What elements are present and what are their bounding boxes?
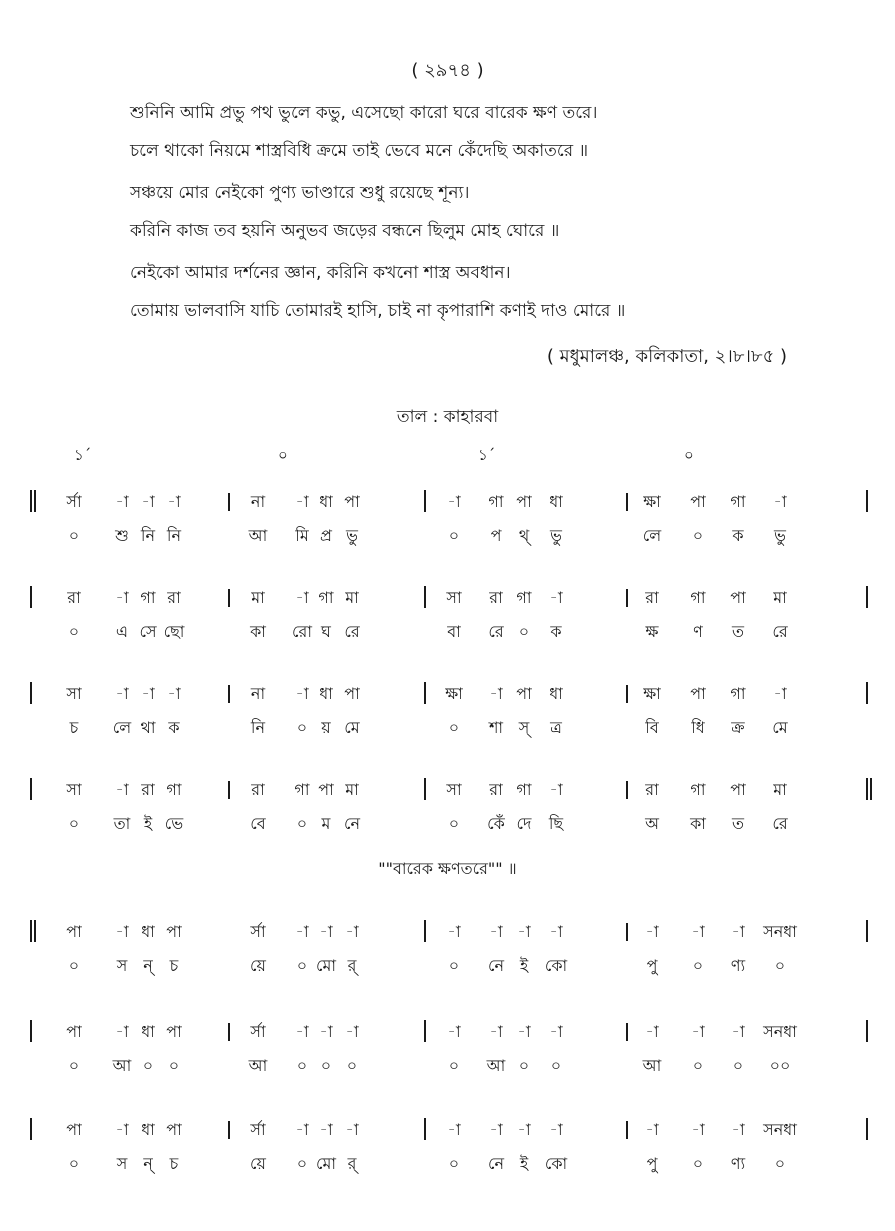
lyric-syllable: ন্ [143, 956, 153, 975]
lyric-syllable: ক [168, 718, 180, 737]
swara-note: না [250, 492, 266, 511]
lyric-syllable: মে [772, 718, 788, 737]
swara-note: পা [344, 492, 360, 511]
swara-note: পা [66, 922, 82, 941]
lyric-syllable: ই [519, 956, 529, 975]
lyric-row [0, 1150, 895, 1178]
beat-divider [626, 493, 628, 511]
swara-note: -া [167, 492, 181, 511]
lyric-syllable: লে [112, 718, 132, 737]
swara-note: রা [251, 780, 265, 799]
barline [424, 1118, 426, 1140]
lyric-syllable: অ [645, 814, 659, 833]
lyric-syllable: ০ [346, 1056, 358, 1075]
lyric-syllable: ন্ [143, 1154, 153, 1173]
swara-note: -া [517, 922, 531, 941]
swara-note: -া [295, 588, 309, 607]
beat-divider [626, 781, 628, 799]
lyric-syllable: র্ [347, 1154, 357, 1173]
beat-divider [626, 589, 628, 607]
swara-note: -া [691, 922, 705, 941]
swara-note: রা [489, 588, 503, 607]
barline [424, 682, 426, 704]
lyric-syllable: কা [690, 814, 706, 833]
lyric-syllable: ০ [68, 622, 80, 641]
beat-divider [228, 781, 230, 799]
swara-note: -া [115, 1120, 129, 1139]
barline [424, 920, 426, 942]
swara-note: পা [66, 1120, 82, 1139]
swara-note: পা [516, 684, 532, 703]
swara-note: -া [489, 922, 503, 941]
swara-row [0, 488, 895, 516]
swara-note: -া [115, 922, 129, 941]
lyric-syllable: নে [487, 956, 505, 975]
swara-note: র্সা [250, 1022, 266, 1041]
barline [30, 1020, 32, 1042]
lyric-syllable: ০ [692, 526, 704, 545]
lyric-syllable: শা [488, 718, 504, 737]
swara-note: -া [731, 1120, 745, 1139]
swara-note: -া [115, 684, 129, 703]
taal-heading: তাল : কাহারবা [396, 407, 499, 427]
swara-note: না [250, 684, 266, 703]
lyric-syllable: ০ [68, 1056, 80, 1075]
swara-note: -া [549, 922, 563, 941]
swara-note: পা [166, 922, 182, 941]
barline [866, 682, 868, 704]
swara-note: গা [730, 684, 746, 703]
beat-divider [626, 1023, 628, 1041]
beat-divider [626, 1121, 628, 1139]
swara-note: -া [549, 1120, 563, 1139]
swara-note: ক্ষা [445, 684, 463, 703]
verse-line: তোমায় ভালবাসি যাচি তোমারই হাসি, চাই না কৃপারাশি কণাই দাও মোরে ॥ [130, 301, 626, 321]
lyric-syllable: ভু [346, 526, 358, 545]
swara-note: গা [318, 588, 334, 607]
lyric-syllable: নে [487, 1154, 505, 1173]
barline [866, 586, 868, 608]
lyric-syllable: ধি [691, 718, 705, 737]
lyric-syllable: ০ [68, 526, 80, 545]
lyric-syllable: ০ [448, 718, 460, 737]
swara-note: -া [447, 922, 461, 941]
lyric-syllable: রে [488, 622, 504, 641]
verse-line: শুনিনি আমি প্রভু পথ ভুলে কভু, এসেছো কারো ঘরে বারেক ক্ষণ তরে। [130, 103, 598, 123]
lyric-syllable: ০ [68, 1154, 80, 1173]
lyric-syllable: ০ [448, 1154, 460, 1173]
lyric-syllable: ই [519, 1154, 529, 1173]
barline [866, 1118, 868, 1140]
lyric-syllable: ক্ষ [645, 622, 659, 641]
lyric-syllable: ০ [142, 1056, 154, 1075]
lyric-syllable: মো [315, 956, 337, 975]
swara-note: -া [295, 1120, 309, 1139]
lyric-syllable: বি [645, 718, 659, 737]
swara-note: পা [690, 492, 706, 511]
swara-note: -া [691, 1120, 705, 1139]
lyric-syllable: ০ [296, 1154, 308, 1173]
swara-note: -া [345, 1120, 359, 1139]
lyric-syllable: ০ [448, 814, 460, 833]
swara-note: গা [166, 780, 182, 799]
swara-note: পা [166, 1022, 182, 1041]
swara-note: ধা [319, 684, 333, 703]
swara-note: রা [645, 780, 659, 799]
swara-note: -া [141, 684, 155, 703]
lyric-syllable: কো [544, 956, 568, 975]
barline [866, 920, 868, 942]
swara-note: -া [295, 492, 309, 511]
barline [424, 586, 426, 608]
barline [30, 586, 32, 608]
lyric-syllable: ০০ [769, 1056, 791, 1075]
swara-note: গা [690, 780, 706, 799]
swara-note: র্সা [250, 922, 266, 941]
swara-note: ধা [141, 922, 155, 941]
lyric-syllable: ০ [168, 1056, 180, 1075]
taal-mark: ০ [684, 446, 694, 464]
swara-note: রা [67, 588, 81, 607]
lyric-syllable: ০ [774, 956, 786, 975]
swara-note: রা [167, 588, 181, 607]
swara-note: গা [516, 780, 532, 799]
taal-mark: ১´ [478, 446, 496, 464]
verse-line: নেইকো আমার দর্শনের জ্ঞান, করিনি কখনো শাস্ত্র অবধান। [130, 263, 511, 283]
swara-note: -া [549, 588, 563, 607]
lyric-syllable: ০ [550, 1056, 562, 1075]
lyric-syllable: শু [115, 526, 129, 545]
swara-note: -া [691, 1022, 705, 1041]
swara-note: -া [447, 1022, 461, 1041]
swara-note: পা [344, 684, 360, 703]
lyric-row [0, 1052, 895, 1080]
lyric-syllable: রে [772, 622, 788, 641]
lyric-syllable: র্ [347, 956, 357, 975]
swara-note: মা [773, 588, 787, 607]
swara-row [0, 1116, 895, 1144]
refrain-label: ""বারেক ক্ষণতরে"" ॥ [378, 859, 517, 878]
swara-row [0, 1018, 895, 1046]
lyric-syllable: য়ে [250, 1154, 266, 1173]
swara-row [0, 584, 895, 612]
swara-note: -া [345, 922, 359, 941]
lyric-syllable: ভে [164, 814, 184, 833]
swara-note: -া [489, 1120, 503, 1139]
lyric-syllable: য় [321, 718, 331, 737]
lyric-syllable: বে [250, 814, 266, 833]
lyric-syllable: চ [69, 718, 79, 737]
beat-divider [626, 923, 628, 941]
swara-note: -া [731, 922, 745, 941]
lyric-syllable: সে [139, 622, 157, 641]
beat-divider [626, 685, 628, 703]
swara-note: ক্ষা [643, 684, 661, 703]
lyric-syllable: মো [315, 1154, 337, 1173]
lyric-syllable: ০ [320, 1056, 332, 1075]
lyric-syllable: আ [486, 1056, 506, 1075]
lyric-syllable: তা [113, 814, 131, 833]
lyric-syllable: ০ [296, 718, 308, 737]
swara-note: ধা [319, 492, 333, 511]
lyric-syllable: ণ [693, 622, 703, 641]
swara-note: গা [140, 588, 156, 607]
lyric-syllable: মি [295, 526, 309, 545]
swara-note: ক্ষা [643, 492, 661, 511]
barline [424, 778, 426, 800]
barline [30, 778, 32, 800]
swara-note: -া [115, 588, 129, 607]
lyric-syllable: কো [544, 1154, 568, 1173]
swara-row [0, 776, 895, 804]
swara-note: -া [773, 492, 787, 511]
lyric-syllable: বা [447, 622, 461, 641]
lyric-syllable: আ [642, 1056, 662, 1075]
lyric-syllable: কা [250, 622, 266, 641]
lyric-syllable: ০ [448, 526, 460, 545]
lyric-syllable: ত [731, 622, 745, 641]
lyric-syllable: পু [646, 1154, 658, 1173]
swara-note: মা [773, 780, 787, 799]
swara-note: ধা [141, 1022, 155, 1041]
swara-note: ধা [549, 684, 563, 703]
lyric-syllable: রো [292, 622, 312, 641]
lyric-syllable: ০ [732, 1056, 744, 1075]
swara-note: -া [645, 922, 659, 941]
lyric-syllable: ০ [692, 1056, 704, 1075]
lyric-syllable: ক [550, 622, 562, 641]
lyric-syllable: রে [772, 814, 788, 833]
lyric-syllable: ই [143, 814, 153, 833]
swara-note: -া [319, 1022, 333, 1041]
swara-note: রা [489, 780, 503, 799]
swara-note: মা [345, 780, 359, 799]
lyric-row [0, 618, 895, 646]
swara-note: মা [251, 588, 265, 607]
lyric-syllable: ণ্য [730, 956, 746, 975]
lyric-syllable: আ [248, 526, 268, 545]
swara-note: পা [166, 1120, 182, 1139]
lyric-syllable: স [116, 956, 128, 975]
verse-line: চলে থাকো নিয়মে শাস্ত্রবিধি ক্রমে তাই ভেবে মনে কেঁদেছি অকাতরে ॥ [130, 141, 589, 161]
swara-note: -া [345, 1022, 359, 1041]
swara-note: পা [516, 492, 532, 511]
swara-note: -া [773, 684, 787, 703]
lyric-syllable: ০ [68, 956, 80, 975]
swara-note: সা [66, 780, 82, 799]
lyric-syllable: চ [169, 956, 179, 975]
lyric-syllable: ত্র [550, 718, 562, 737]
barline [866, 490, 868, 512]
beat-divider [228, 493, 230, 511]
lyric-syllable: লে [642, 526, 662, 545]
swara-note: রা [141, 780, 155, 799]
barline [30, 682, 32, 704]
lyric-syllable: নি [166, 526, 182, 545]
double-barline [30, 920, 32, 942]
barline [424, 1020, 426, 1042]
beat-divider [228, 685, 230, 703]
source-note: ( মধুমালঞ্চ, কলিকাতা, ২।৮।৮৫ ) [546, 346, 787, 367]
barline [424, 490, 426, 512]
lyric-syllable: আ [112, 1056, 132, 1075]
swara-note: -া [645, 1022, 659, 1041]
swara-note: -া [549, 1022, 563, 1041]
lyric-syllable: ভু [550, 526, 562, 545]
lyric-row [0, 952, 895, 980]
lyric-syllable: এ [115, 622, 129, 641]
lyric-syllable: ম [321, 814, 331, 833]
lyric-syllable: স [116, 1154, 128, 1173]
swara-row [0, 680, 895, 708]
lyric-syllable: পু [646, 956, 658, 975]
lyric-syllable: মে [344, 718, 360, 737]
lyric-syllable: ০ [296, 956, 308, 975]
lyric-syllable: ০ [448, 1056, 460, 1075]
lyric-syllable: ০ [296, 1056, 308, 1075]
lyric-syllable: ত [731, 814, 745, 833]
lyric-syllable: ছি [548, 814, 564, 833]
beat-divider [228, 589, 230, 607]
lyric-syllable: আ [248, 1056, 268, 1075]
lyric-syllable: ছো [163, 622, 185, 641]
swara-note: সা [66, 684, 82, 703]
lyric-syllable: ণ্য [730, 1154, 746, 1173]
swara-note: -া [645, 1120, 659, 1139]
swara-note: -া [295, 922, 309, 941]
lyric-syllable: থা [140, 718, 156, 737]
lyric-syllable: ০ [692, 1154, 704, 1173]
swara-note: -া [447, 492, 461, 511]
swara-note: গা [488, 492, 504, 511]
lyric-row [0, 810, 895, 838]
swara-note: -া [489, 684, 503, 703]
swara-note: -া [447, 1120, 461, 1139]
swara-note: -া [115, 780, 129, 799]
swara-note: রা [645, 588, 659, 607]
lyric-syllable: ০ [518, 622, 530, 641]
lyric-syllable: য়ে [250, 956, 266, 975]
page-number: ( ২৯৭৪ ) [411, 60, 484, 81]
lyric-row [0, 714, 895, 742]
lyric-syllable: থ্ [518, 526, 530, 545]
lyric-syllable: ক [732, 526, 744, 545]
swara-note: পা [730, 588, 746, 607]
lyric-syllable: নি [140, 526, 156, 545]
lyric-syllable: ঘ [321, 622, 331, 641]
swara-note: পা [66, 1022, 82, 1041]
lyric-syllable: প [490, 526, 502, 545]
lyric-syllable: চ [169, 1154, 179, 1173]
swara-row [0, 918, 895, 946]
lyric-syllable: ০ [518, 1056, 530, 1075]
beat-divider [228, 1121, 230, 1139]
lyric-syllable: ০ [68, 814, 80, 833]
swara-note: সনধা [763, 922, 797, 941]
swara-note: গা [516, 588, 532, 607]
double-barline [30, 490, 32, 512]
lyric-syllable: ০ [692, 956, 704, 975]
swara-note: ধা [141, 1120, 155, 1139]
swara-note: মা [345, 588, 359, 607]
verse-line: সঞ্চয়ে মোর নেইকো পুণ্য ভাণ্ডারে শুধু রয়েছে শূন্য। [130, 183, 470, 203]
swara-note: গা [294, 780, 310, 799]
double-barline [866, 778, 868, 800]
swara-note: -া [489, 1022, 503, 1041]
swara-note: গা [690, 588, 706, 607]
beat-divider [228, 1023, 230, 1041]
taal-mark: ১´ [74, 446, 92, 464]
swara-note: -া [141, 492, 155, 511]
lyric-syllable: ০ [774, 1154, 786, 1173]
swara-note: -া [115, 1022, 129, 1041]
swara-note: -া [517, 1022, 531, 1041]
lyric-syllable: স্ [518, 718, 530, 737]
swara-note: সা [446, 588, 462, 607]
swara-note: -া [549, 780, 563, 799]
swara-note: সনধা [763, 1120, 797, 1139]
barline [30, 1118, 32, 1140]
swara-note: -া [295, 1022, 309, 1041]
lyric-syllable: কেঁ [487, 814, 505, 833]
lyric-syllable: রে [344, 622, 360, 641]
swara-note: র্সা [250, 1120, 266, 1139]
swara-note: পা [318, 780, 334, 799]
swara-note: -া [731, 1022, 745, 1041]
lyric-syllable: দে [516, 814, 532, 833]
swara-note: পা [690, 684, 706, 703]
lyric-syllable: ক্র [731, 718, 745, 737]
swara-note: -া [319, 1120, 333, 1139]
swara-note: ধা [549, 492, 563, 511]
swara-note: -া [319, 922, 333, 941]
swara-note: -া [167, 684, 181, 703]
swara-note: পা [730, 780, 746, 799]
swara-note: -া [517, 1120, 531, 1139]
swara-note: -া [115, 492, 129, 511]
swara-note: সা [446, 780, 462, 799]
lyric-syllable: ০ [296, 814, 308, 833]
lyric-syllable: ভু [774, 526, 786, 545]
swara-note: সনধা [763, 1022, 797, 1041]
lyric-syllable: নে [343, 814, 361, 833]
swara-note: গা [730, 492, 746, 511]
barline [866, 1020, 868, 1042]
swara-note: র্সা [66, 492, 82, 511]
verse-line: করিনি কাজ তব হয়নি অনুভব জড়ের বন্ধনে ছিলুম মোহ ঘোরে ॥ [130, 221, 560, 241]
lyric-syllable: ০ [448, 956, 460, 975]
swara-note: -া [295, 684, 309, 703]
lyric-syllable: নি [250, 718, 266, 737]
taal-mark: ০ [278, 446, 288, 464]
lyric-row [0, 522, 895, 550]
lyric-syllable: প্র [320, 526, 332, 545]
